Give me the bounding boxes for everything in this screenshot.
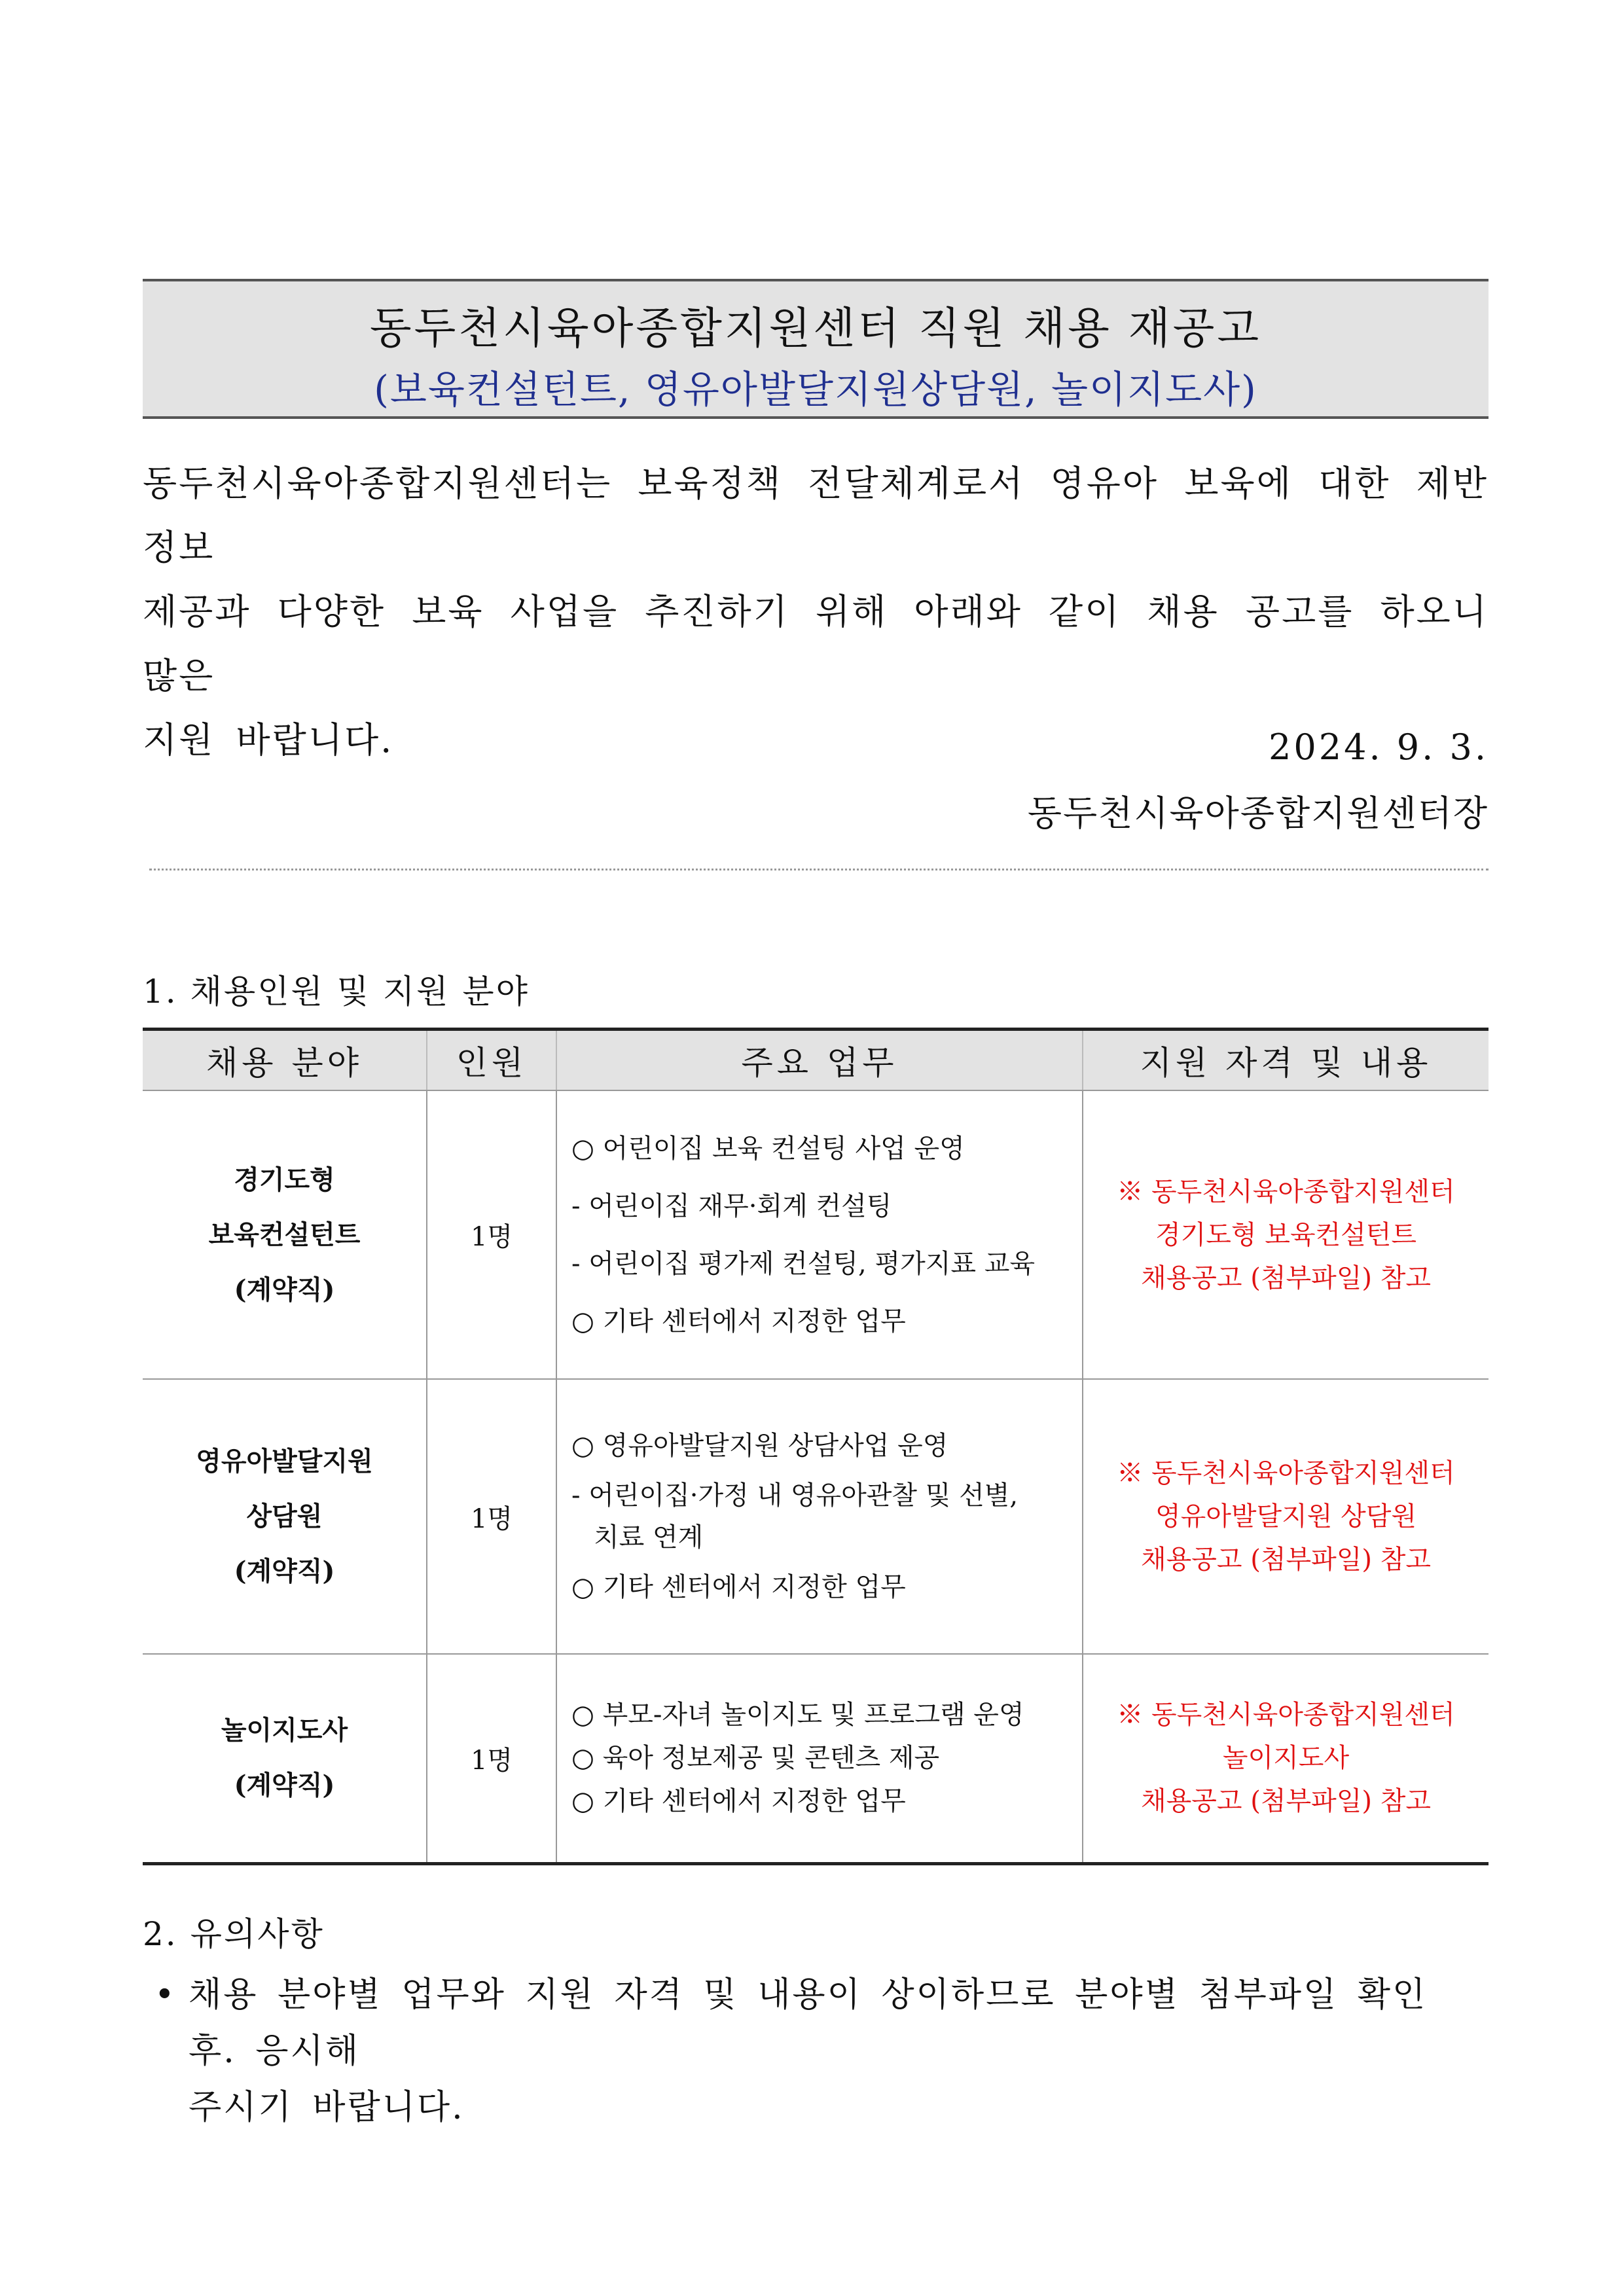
duties-cell <box>556 1379 1083 1654</box>
header-duties: 주요 업무 <box>556 1030 1083 1091</box>
qualification-cell <box>1083 1379 1489 1654</box>
duty-item: ○ 기타 센터에서 지정한 업무 <box>571 1786 906 1817</box>
organization-name: 동두천시육아종합지원센터장 <box>1027 793 1489 834</box>
table-row <box>143 1090 1489 1379</box>
table-row <box>143 1654 1489 1863</box>
table-header-row <box>143 1030 1489 1091</box>
page-title: 동두천시육아종합지원센터 직원 채용 재공고 <box>369 303 1262 353</box>
announcement-date: 2024. 9. 3. <box>1269 726 1489 768</box>
bullet-icon: • <box>154 1975 177 2015</box>
header-count: 인원 <box>427 1030 556 1091</box>
duty-item: ○ 부모-자녀 놀이지도 및 프로그램 운영 <box>571 1700 1024 1731</box>
field-line: (계약직) <box>234 1770 335 1801</box>
count-cell: 1명 <box>427 1379 556 1654</box>
duty-item: - 어린이집·가정 내 영유아관찰 및 선별, <box>571 1480 1019 1511</box>
header-qualification: 지원 자격 및 내용 <box>1083 1030 1489 1091</box>
qualification-line: ※ 동두천시육아종합지원센터 <box>1117 1700 1455 1731</box>
field-line: 보육컨설턴트 <box>208 1219 361 1250</box>
note-item <box>154 1967 1490 2136</box>
qualification-cell <box>1083 1090 1489 1379</box>
qualification-cell <box>1083 1654 1489 1863</box>
duty-item: ○ 육아 정보제공 및 콘텐츠 제공 <box>571 1743 940 1774</box>
field-cell <box>143 1654 427 1863</box>
intro-line: 지원 바랍니다. <box>143 719 394 761</box>
note-line: 주시기 바랍니다. <box>189 2088 465 2127</box>
field-cell <box>143 1090 427 1379</box>
intro-line: 동두천시육아종합지원센터는 보육정책 전달체계로서 영유아 보육에 대한 제반 정보 <box>143 463 1489 568</box>
qualification-line: 채용공고 (첨부파일) 참고 <box>1140 1545 1432 1575</box>
intro-paragraph <box>143 452 1489 772</box>
field-line: 영유아발달지원 <box>196 1446 373 1477</box>
section-title-recruitment: 1. 채용인원 및 지원 분야 <box>143 973 530 1011</box>
field-line: (계약직) <box>234 1556 335 1587</box>
qualification-line: ※ 동두천시육아종합지원센터 <box>1117 1458 1455 1488</box>
note-line: 채용 분야별 업무와 지원 자격 및 내용이 상이하므로 분야별 첨부파일 확인 후. 응시해 <box>189 1975 1428 2071</box>
dotted-divider <box>149 869 1489 870</box>
table-row <box>143 1379 1489 1654</box>
field-line: (계약직) <box>234 1274 335 1305</box>
duty-item: - 어린이집 재무·회계 컨설팅 <box>571 1191 892 1221</box>
duty-item: ○ 기타 센터에서 지정한 업무 <box>571 1572 906 1602</box>
count-cell: 1명 <box>427 1090 556 1379</box>
duties-cell <box>556 1654 1083 1863</box>
header-field: 채용 분야 <box>143 1030 427 1091</box>
qualification-line: 채용공고 (첨부파일) 참고 <box>1140 1786 1432 1817</box>
duty-item: ○ 어린이집 보육 컨설팅 사업 운영 <box>571 1133 965 1164</box>
recruitment-table <box>143 1028 1489 1865</box>
qualification-line: 채용공고 (첨부파일) 참고 <box>1140 1263 1432 1293</box>
intro-line: 제공과 다양한 보육 사업을 추진하기 위해 아래와 같이 채용 공고를 하오니 많은 <box>143 591 1489 696</box>
page-subtitle: (보육컨설턴트, 영유아발달지원상담원, 놀이지도사) <box>374 367 1257 412</box>
qualification-line: 놀이지도사 <box>1222 1743 1350 1774</box>
qualification-line: 영유아발달지원 상담원 <box>1155 1501 1417 1532</box>
title-box <box>143 279 1489 419</box>
field-line: 놀이지도사 <box>221 1715 348 1746</box>
qualification-line: 경기도형 보육컨설턴트 <box>1155 1219 1417 1250</box>
duties-cell <box>556 1090 1083 1379</box>
duty-item: 치료 연계 <box>594 1522 704 1552</box>
field-line: 상담원 <box>246 1501 323 1532</box>
field-cell <box>143 1379 427 1654</box>
duty-item: ○ 기타 센터에서 지정한 업무 <box>571 1306 906 1336</box>
qualification-line: ※ 동두천시육아종합지원센터 <box>1117 1176 1455 1207</box>
field-line: 경기도형 <box>234 1164 335 1195</box>
count-cell: 1명 <box>427 1654 556 1863</box>
duty-item: - 어린이집 평가제 컨설팅, 평가지표 교육 <box>571 1248 1036 1279</box>
section-title-notes: 2. 유의사항 <box>143 1915 325 1953</box>
duty-item: ○ 영유아발달지원 상담사업 운영 <box>571 1431 948 1461</box>
